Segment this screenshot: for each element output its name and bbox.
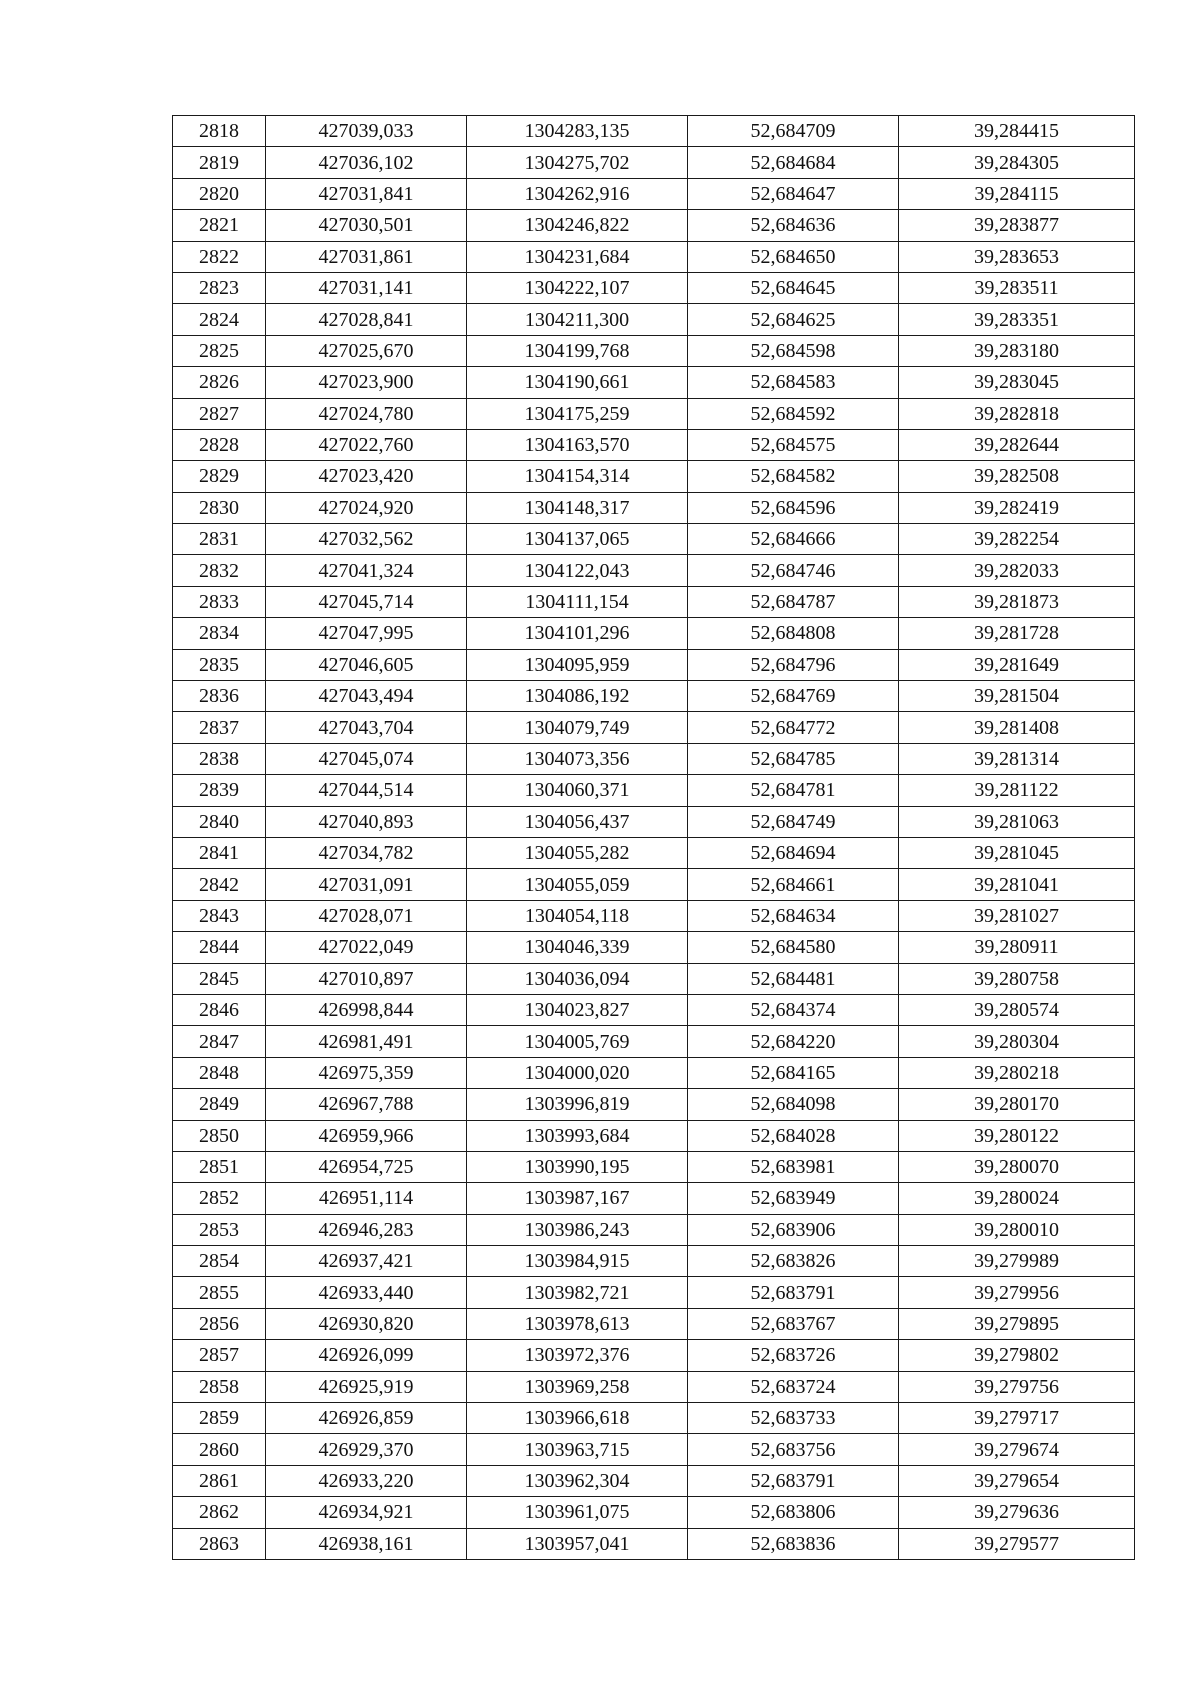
- longitude-cell: 39,279756: [899, 1371, 1135, 1402]
- x-coordinate-cell: 427043,704: [266, 712, 467, 743]
- point-number-cell: 2862: [173, 1497, 266, 1528]
- longitude-cell: 39,283045: [899, 367, 1135, 398]
- coordinates-table: [172, 115, 1135, 1560]
- y-coordinate-cell: 1304190,661: [467, 367, 688, 398]
- y-coordinate-cell: 1304199,768: [467, 335, 688, 366]
- table-row: [173, 932, 1135, 963]
- y-coordinate-cell: 1304073,356: [467, 743, 688, 774]
- x-coordinate-cell: 427025,670: [266, 335, 467, 366]
- longitude-cell: 39,279654: [899, 1465, 1135, 1496]
- point-number-cell: 2818: [173, 116, 266, 147]
- point-number-cell: 2846: [173, 994, 266, 1025]
- point-number-cell: 2842: [173, 869, 266, 900]
- x-coordinate-cell: 427031,841: [266, 178, 467, 209]
- point-number-cell: 2828: [173, 429, 266, 460]
- latitude-cell: 52,684582: [688, 461, 899, 492]
- longitude-cell: 39,279636: [899, 1497, 1135, 1528]
- x-coordinate-cell: 426926,859: [266, 1403, 467, 1434]
- table-row: [173, 524, 1135, 555]
- longitude-cell: 39,280010: [899, 1214, 1135, 1245]
- point-number-cell: 2827: [173, 398, 266, 429]
- x-coordinate-cell: 427034,782: [266, 837, 467, 868]
- table-row: [173, 869, 1135, 900]
- table-row: [173, 1277, 1135, 1308]
- latitude-cell: 52,684598: [688, 335, 899, 366]
- x-coordinate-cell: 427041,324: [266, 555, 467, 586]
- table-row: [173, 147, 1135, 178]
- latitude-cell: 52,683826: [688, 1246, 899, 1277]
- x-coordinate-cell: 426975,359: [266, 1057, 467, 1088]
- longitude-cell: 39,282508: [899, 461, 1135, 492]
- latitude-cell: 52,684098: [688, 1089, 899, 1120]
- y-coordinate-cell: 1304060,371: [467, 775, 688, 806]
- table-row: [173, 116, 1135, 147]
- x-coordinate-cell: 426946,283: [266, 1214, 467, 1245]
- longitude-cell: 39,281408: [899, 712, 1135, 743]
- x-coordinate-cell: 427045,714: [266, 586, 467, 617]
- table-row: [173, 806, 1135, 837]
- point-number-cell: 2854: [173, 1246, 266, 1277]
- point-number-cell: 2855: [173, 1277, 266, 1308]
- longitude-cell: 39,280574: [899, 994, 1135, 1025]
- point-number-cell: 2863: [173, 1528, 266, 1559]
- latitude-cell: 52,683836: [688, 1528, 899, 1559]
- point-number-cell: 2839: [173, 775, 266, 806]
- latitude-cell: 52,684746: [688, 555, 899, 586]
- x-coordinate-cell: 427028,071: [266, 900, 467, 931]
- longitude-cell: 39,281649: [899, 649, 1135, 680]
- point-number-cell: 2850: [173, 1120, 266, 1151]
- point-number-cell: 2843: [173, 900, 266, 931]
- longitude-cell: 39,281873: [899, 586, 1135, 617]
- y-coordinate-cell: 1304163,570: [467, 429, 688, 460]
- x-coordinate-cell: 426959,966: [266, 1120, 467, 1151]
- table-row: [173, 681, 1135, 712]
- point-number-cell: 2824: [173, 304, 266, 335]
- point-number-cell: 2847: [173, 1026, 266, 1057]
- point-number-cell: 2838: [173, 743, 266, 774]
- x-coordinate-cell: 427024,780: [266, 398, 467, 429]
- y-coordinate-cell: 1303984,915: [467, 1246, 688, 1277]
- point-number-cell: 2819: [173, 147, 266, 178]
- latitude-cell: 52,684028: [688, 1120, 899, 1151]
- point-number-cell: 2856: [173, 1308, 266, 1339]
- point-number-cell: 2829: [173, 461, 266, 492]
- latitude-cell: 52,684787: [688, 586, 899, 617]
- latitude-cell: 52,684645: [688, 272, 899, 303]
- point-number-cell: 2821: [173, 210, 266, 241]
- x-coordinate-cell: 427031,861: [266, 241, 467, 272]
- y-coordinate-cell: 1304175,259: [467, 398, 688, 429]
- y-coordinate-cell: 1304046,339: [467, 932, 688, 963]
- latitude-cell: 52,684580: [688, 932, 899, 963]
- table-row: [173, 1120, 1135, 1151]
- point-number-cell: 2848: [173, 1057, 266, 1088]
- point-number-cell: 2852: [173, 1183, 266, 1214]
- latitude-cell: 52,684592: [688, 398, 899, 429]
- latitude-cell: 52,684661: [688, 869, 899, 900]
- y-coordinate-cell: 1303993,684: [467, 1120, 688, 1151]
- y-coordinate-cell: 1304111,154: [467, 586, 688, 617]
- point-number-cell: 2844: [173, 932, 266, 963]
- longitude-cell: 39,281728: [899, 618, 1135, 649]
- table-row: [173, 1214, 1135, 1245]
- table-row: [173, 1528, 1135, 1559]
- longitude-cell: 39,281045: [899, 837, 1135, 868]
- point-number-cell: 2840: [173, 806, 266, 837]
- x-coordinate-cell: 427028,841: [266, 304, 467, 335]
- table-row: [173, 1308, 1135, 1339]
- table-row: [173, 1183, 1135, 1214]
- latitude-cell: 52,683981: [688, 1151, 899, 1182]
- point-number-cell: 2860: [173, 1434, 266, 1465]
- y-coordinate-cell: 1304101,296: [467, 618, 688, 649]
- x-coordinate-cell: 427039,033: [266, 116, 467, 147]
- y-coordinate-cell: 1303966,618: [467, 1403, 688, 1434]
- y-coordinate-cell: 1304054,118: [467, 900, 688, 931]
- x-coordinate-cell: 427022,760: [266, 429, 467, 460]
- x-coordinate-cell: 427023,420: [266, 461, 467, 492]
- latitude-cell: 52,684575: [688, 429, 899, 460]
- table-row: [173, 1246, 1135, 1277]
- x-coordinate-cell: 427030,501: [266, 210, 467, 241]
- table-row: [173, 335, 1135, 366]
- longitude-cell: 39,279802: [899, 1340, 1135, 1371]
- x-coordinate-cell: 427023,900: [266, 367, 467, 398]
- longitude-cell: 39,281122: [899, 775, 1135, 806]
- point-number-cell: 2837: [173, 712, 266, 743]
- longitude-cell: 39,280218: [899, 1057, 1135, 1088]
- x-coordinate-cell: 427047,995: [266, 618, 467, 649]
- table-row: [173, 1340, 1135, 1371]
- point-number-cell: 2835: [173, 649, 266, 680]
- y-coordinate-cell: 1304137,065: [467, 524, 688, 555]
- table-row: [173, 618, 1135, 649]
- point-number-cell: 2833: [173, 586, 266, 617]
- latitude-cell: 52,684666: [688, 524, 899, 555]
- x-coordinate-cell: 427032,562: [266, 524, 467, 555]
- longitude-cell: 39,282419: [899, 492, 1135, 523]
- x-coordinate-cell: 426930,820: [266, 1308, 467, 1339]
- x-coordinate-cell: 426998,844: [266, 994, 467, 1025]
- y-coordinate-cell: 1303990,195: [467, 1151, 688, 1182]
- point-number-cell: 2851: [173, 1151, 266, 1182]
- latitude-cell: 52,684636: [688, 210, 899, 241]
- table-row: [173, 1497, 1135, 1528]
- table-row: [173, 963, 1135, 994]
- point-number-cell: 2841: [173, 837, 266, 868]
- x-coordinate-cell: 427043,494: [266, 681, 467, 712]
- y-coordinate-cell: 1304055,282: [467, 837, 688, 868]
- longitude-cell: 39,280758: [899, 963, 1135, 994]
- longitude-cell: 39,280070: [899, 1151, 1135, 1182]
- latitude-cell: 52,683726: [688, 1340, 899, 1371]
- y-coordinate-cell: 1303972,376: [467, 1340, 688, 1371]
- table-row: [173, 1403, 1135, 1434]
- y-coordinate-cell: 1304246,822: [467, 210, 688, 241]
- longitude-cell: 39,281504: [899, 681, 1135, 712]
- x-coordinate-cell: 427031,091: [266, 869, 467, 900]
- y-coordinate-cell: 1304036,094: [467, 963, 688, 994]
- y-coordinate-cell: 1303961,075: [467, 1497, 688, 1528]
- latitude-cell: 52,684634: [688, 900, 899, 931]
- table-row: [173, 900, 1135, 931]
- point-number-cell: 2834: [173, 618, 266, 649]
- point-number-cell: 2820: [173, 178, 266, 209]
- point-number-cell: 2857: [173, 1340, 266, 1371]
- longitude-cell: 39,280304: [899, 1026, 1135, 1057]
- latitude-cell: 52,684796: [688, 649, 899, 680]
- longitude-cell: 39,282254: [899, 524, 1135, 555]
- longitude-cell: 39,281041: [899, 869, 1135, 900]
- table-row: [173, 1434, 1135, 1465]
- table-row: [173, 1151, 1135, 1182]
- latitude-cell: 52,684785: [688, 743, 899, 774]
- x-coordinate-cell: 426933,220: [266, 1465, 467, 1496]
- latitude-cell: 52,684220: [688, 1026, 899, 1057]
- latitude-cell: 52,684625: [688, 304, 899, 335]
- longitude-cell: 39,281314: [899, 743, 1135, 774]
- coordinates-table-body: [173, 116, 1135, 1560]
- point-number-cell: 2859: [173, 1403, 266, 1434]
- table-row: [173, 272, 1135, 303]
- y-coordinate-cell: 1304000,020: [467, 1057, 688, 1088]
- longitude-cell: 39,279989: [899, 1246, 1135, 1277]
- x-coordinate-cell: 427045,074: [266, 743, 467, 774]
- longitude-cell: 39,280122: [899, 1120, 1135, 1151]
- table-row: [173, 586, 1135, 617]
- longitude-cell: 39,279717: [899, 1403, 1135, 1434]
- latitude-cell: 52,684596: [688, 492, 899, 523]
- latitude-cell: 52,684647: [688, 178, 899, 209]
- point-number-cell: 2826: [173, 367, 266, 398]
- x-coordinate-cell: 426937,421: [266, 1246, 467, 1277]
- y-coordinate-cell: 1304079,749: [467, 712, 688, 743]
- point-number-cell: 2853: [173, 1214, 266, 1245]
- table-row: [173, 210, 1135, 241]
- table-row: [173, 649, 1135, 680]
- point-number-cell: 2823: [173, 272, 266, 303]
- y-coordinate-cell: 1303978,613: [467, 1308, 688, 1339]
- table-row: [173, 743, 1135, 774]
- table-row: [173, 1465, 1135, 1496]
- table-row: [173, 241, 1135, 272]
- table-row: [173, 775, 1135, 806]
- y-coordinate-cell: 1303982,721: [467, 1277, 688, 1308]
- x-coordinate-cell: 427046,605: [266, 649, 467, 680]
- latitude-cell: 52,684769: [688, 681, 899, 712]
- x-coordinate-cell: 426938,161: [266, 1528, 467, 1559]
- point-number-cell: 2825: [173, 335, 266, 366]
- y-coordinate-cell: 1304122,043: [467, 555, 688, 586]
- longitude-cell: 39,280024: [899, 1183, 1135, 1214]
- longitude-cell: 39,282818: [899, 398, 1135, 429]
- point-number-cell: 2849: [173, 1089, 266, 1120]
- table-row: [173, 1371, 1135, 1402]
- y-coordinate-cell: 1304056,437: [467, 806, 688, 837]
- y-coordinate-cell: 1304222,107: [467, 272, 688, 303]
- latitude-cell: 52,683791: [688, 1277, 899, 1308]
- x-coordinate-cell: 426951,114: [266, 1183, 467, 1214]
- longitude-cell: 39,281027: [899, 900, 1135, 931]
- y-coordinate-cell: 1304023,827: [467, 994, 688, 1025]
- latitude-cell: 52,684374: [688, 994, 899, 1025]
- y-coordinate-cell: 1304005,769: [467, 1026, 688, 1057]
- point-number-cell: 2861: [173, 1465, 266, 1496]
- longitude-cell: 39,279956: [899, 1277, 1135, 1308]
- x-coordinate-cell: 427024,920: [266, 492, 467, 523]
- point-number-cell: 2822: [173, 241, 266, 272]
- latitude-cell: 52,684749: [688, 806, 899, 837]
- table-row: [173, 178, 1135, 209]
- point-number-cell: 2845: [173, 963, 266, 994]
- point-number-cell: 2836: [173, 681, 266, 712]
- latitude-cell: 52,684481: [688, 963, 899, 994]
- longitude-cell: 39,279674: [899, 1434, 1135, 1465]
- y-coordinate-cell: 1303963,715: [467, 1434, 688, 1465]
- x-coordinate-cell: 426954,725: [266, 1151, 467, 1182]
- table-row: [173, 304, 1135, 335]
- latitude-cell: 52,683767: [688, 1308, 899, 1339]
- y-coordinate-cell: 1304262,916: [467, 178, 688, 209]
- table-row: [173, 1026, 1135, 1057]
- x-coordinate-cell: 426933,440: [266, 1277, 467, 1308]
- longitude-cell: 39,283653: [899, 241, 1135, 272]
- y-coordinate-cell: 1304148,317: [467, 492, 688, 523]
- longitude-cell: 39,279895: [899, 1308, 1135, 1339]
- longitude-cell: 39,283180: [899, 335, 1135, 366]
- longitude-cell: 39,283351: [899, 304, 1135, 335]
- latitude-cell: 52,683733: [688, 1403, 899, 1434]
- x-coordinate-cell: 426925,919: [266, 1371, 467, 1402]
- latitude-cell: 52,684781: [688, 775, 899, 806]
- longitude-cell: 39,284305: [899, 147, 1135, 178]
- latitude-cell: 52,683806: [688, 1497, 899, 1528]
- x-coordinate-cell: 426981,491: [266, 1026, 467, 1057]
- table-row: [173, 994, 1135, 1025]
- point-number-cell: 2858: [173, 1371, 266, 1402]
- y-coordinate-cell: 1303962,304: [467, 1465, 688, 1496]
- y-coordinate-cell: 1303996,819: [467, 1089, 688, 1120]
- longitude-cell: 39,280911: [899, 932, 1135, 963]
- table-row: [173, 1057, 1135, 1088]
- y-coordinate-cell: 1304275,702: [467, 147, 688, 178]
- longitude-cell: 39,279577: [899, 1528, 1135, 1559]
- point-number-cell: 2832: [173, 555, 266, 586]
- y-coordinate-cell: 1304283,135: [467, 116, 688, 147]
- x-coordinate-cell: 426967,788: [266, 1089, 467, 1120]
- latitude-cell: 52,684165: [688, 1057, 899, 1088]
- table-row: [173, 367, 1135, 398]
- table-row: [173, 461, 1135, 492]
- y-coordinate-cell: 1303986,243: [467, 1214, 688, 1245]
- longitude-cell: 39,281063: [899, 806, 1135, 837]
- y-coordinate-cell: 1304154,314: [467, 461, 688, 492]
- y-coordinate-cell: 1303987,167: [467, 1183, 688, 1214]
- y-coordinate-cell: 1304095,959: [467, 649, 688, 680]
- latitude-cell: 52,684684: [688, 147, 899, 178]
- y-coordinate-cell: 1304211,300: [467, 304, 688, 335]
- y-coordinate-cell: 1303957,041: [467, 1528, 688, 1559]
- x-coordinate-cell: 427022,049: [266, 932, 467, 963]
- y-coordinate-cell: 1304055,059: [467, 869, 688, 900]
- table-row: [173, 398, 1135, 429]
- point-number-cell: 2830: [173, 492, 266, 523]
- latitude-cell: 52,683949: [688, 1183, 899, 1214]
- latitude-cell: 52,683724: [688, 1371, 899, 1402]
- table-row: [173, 712, 1135, 743]
- table-row: [173, 1089, 1135, 1120]
- latitude-cell: 52,684650: [688, 241, 899, 272]
- x-coordinate-cell: 427010,897: [266, 963, 467, 994]
- x-coordinate-cell: 426934,921: [266, 1497, 467, 1528]
- longitude-cell: 39,283511: [899, 272, 1135, 303]
- longitude-cell: 39,282644: [899, 429, 1135, 460]
- y-coordinate-cell: 1304231,684: [467, 241, 688, 272]
- longitude-cell: 39,284415: [899, 116, 1135, 147]
- latitude-cell: 52,684808: [688, 618, 899, 649]
- x-coordinate-cell: 427040,893: [266, 806, 467, 837]
- latitude-cell: 52,684709: [688, 116, 899, 147]
- x-coordinate-cell: 427044,514: [266, 775, 467, 806]
- x-coordinate-cell: 427036,102: [266, 147, 467, 178]
- table-row: [173, 492, 1135, 523]
- y-coordinate-cell: 1303969,258: [467, 1371, 688, 1402]
- latitude-cell: 52,684694: [688, 837, 899, 868]
- x-coordinate-cell: 426926,099: [266, 1340, 467, 1371]
- latitude-cell: 52,683756: [688, 1434, 899, 1465]
- table-row: [173, 837, 1135, 868]
- latitude-cell: 52,684772: [688, 712, 899, 743]
- latitude-cell: 52,684583: [688, 367, 899, 398]
- point-number-cell: 2831: [173, 524, 266, 555]
- longitude-cell: 39,283877: [899, 210, 1135, 241]
- longitude-cell: 39,282033: [899, 555, 1135, 586]
- latitude-cell: 52,683906: [688, 1214, 899, 1245]
- x-coordinate-cell: 426929,370: [266, 1434, 467, 1465]
- y-coordinate-cell: 1304086,192: [467, 681, 688, 712]
- table-row: [173, 555, 1135, 586]
- latitude-cell: 52,683791: [688, 1465, 899, 1496]
- table-row: [173, 429, 1135, 460]
- longitude-cell: 39,280170: [899, 1089, 1135, 1120]
- x-coordinate-cell: 427031,141: [266, 272, 467, 303]
- longitude-cell: 39,284115: [899, 178, 1135, 209]
